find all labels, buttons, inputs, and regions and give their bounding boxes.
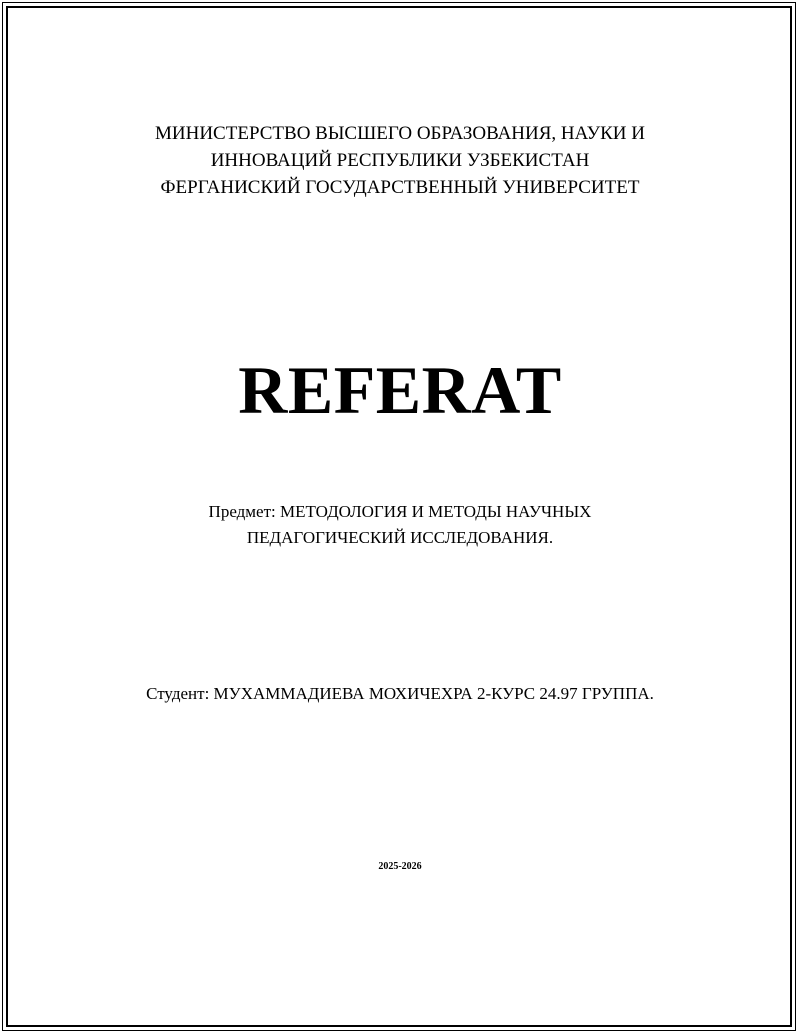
header-line-2: ИННОВАЦИЙ РЕСПУБЛИКИ УЗБЕКИСТАН <box>210 150 590 171</box>
subject-line-2: ПЕДАГОГИЧЕСКИЙ ИССЛЕДОВАНИЯ. <box>246 528 554 547</box>
academic-year: 2025-2026 <box>378 861 422 872</box>
student-info: Студент: МУХАММАДИЕВА МОХИЧЕХРА 2-КУРС 24.97 ГРУППА. <box>146 684 654 703</box>
subject-block <box>0 499 800 551</box>
header-line-3: ФЕРГАНИСКИЙ ГОСУДАРСТВЕННЫЙ УНИВЕРСИТЕТ <box>160 177 640 198</box>
subject-line-1: Предмет: МЕТОДОЛОГИЯ И МЕТОДЫ НАУЧНЫХ <box>208 502 592 521</box>
institution-header <box>0 120 800 201</box>
document-title: REFERAT <box>238 352 562 428</box>
header-line-1: МИНИСТЕРСТВО ВЫСШЕГО ОБРАЗОВАНИЯ, НАУКИ И <box>155 123 645 144</box>
